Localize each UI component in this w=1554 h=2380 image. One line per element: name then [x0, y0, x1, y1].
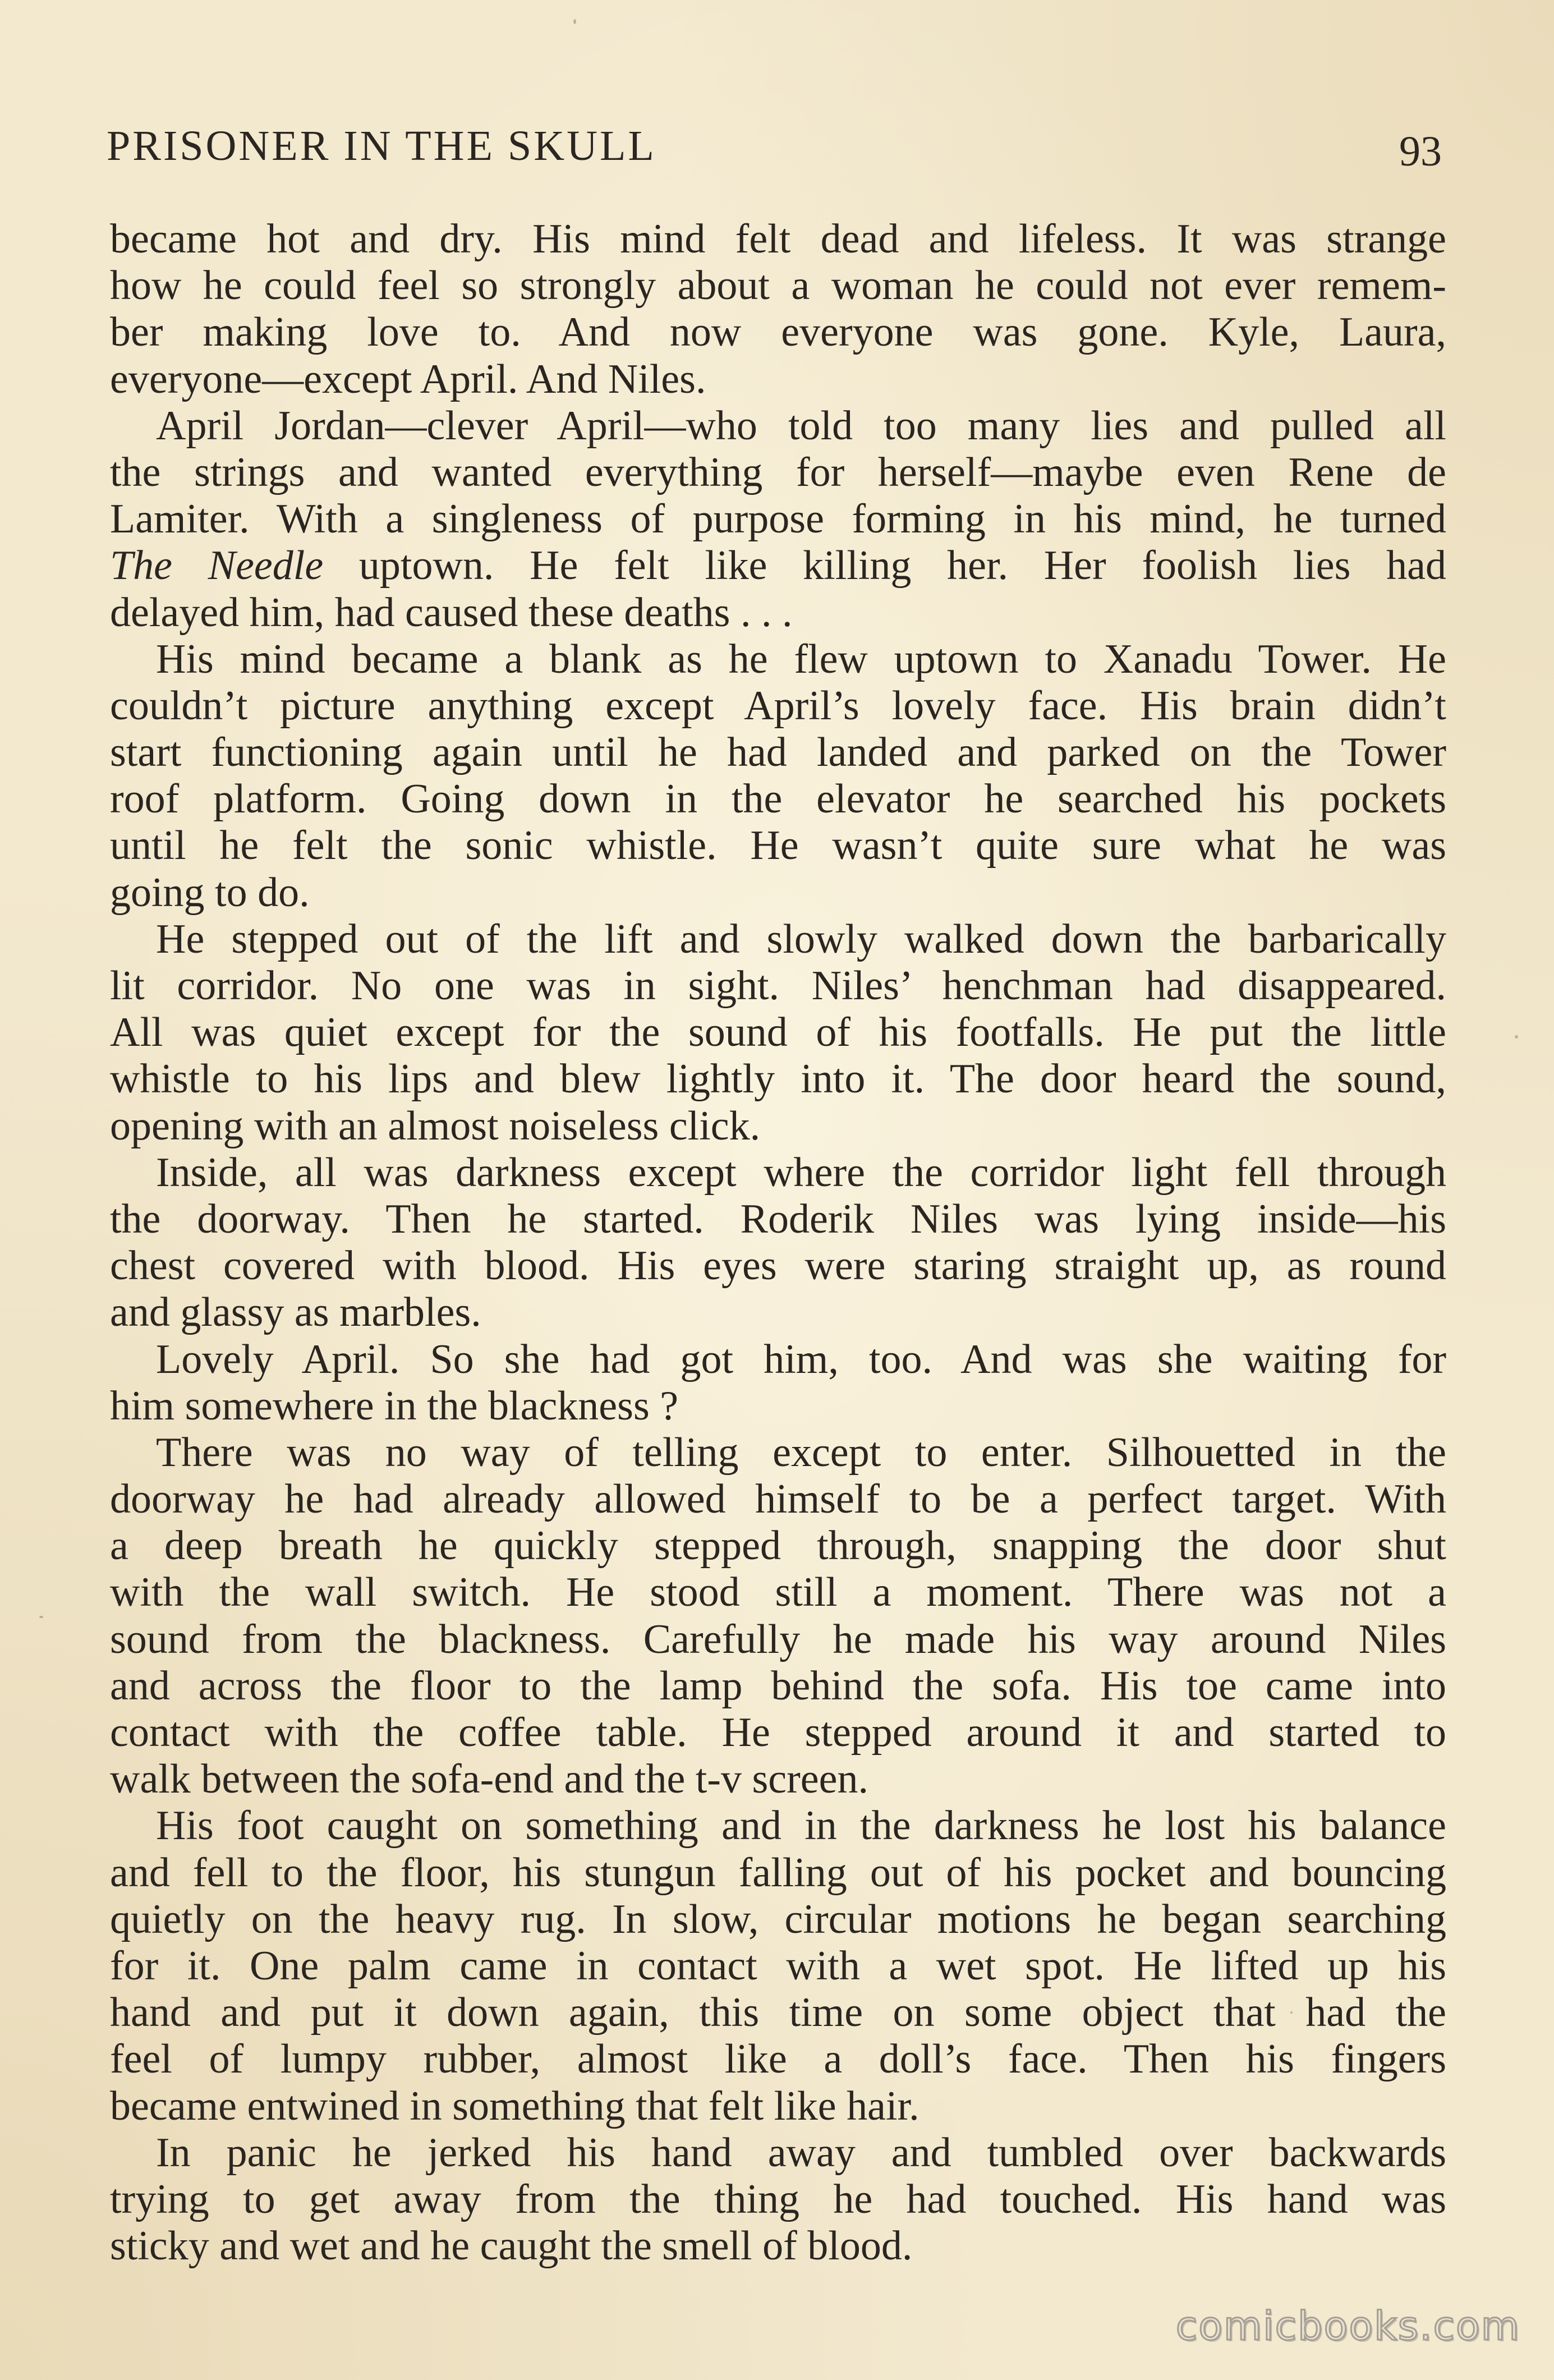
running-title: PRISONER IN THE SKULL [107, 122, 656, 169]
text-line: became hot and dry. His mind felt dead and lifeless. It was strange [110, 216, 1446, 262]
italic-ship-name: The Needle [110, 543, 324, 589]
text-line: him somewhere in the blackness ? [110, 1382, 679, 1429]
text-line: and fell to the floor, his stungun falling out of his pocket and bouncing [110, 1849, 1446, 1896]
paper-speck [39, 1616, 43, 1618]
text-line: the doorway. Then he started. Roderik Niles was lying inside—his [110, 1196, 1446, 1242]
text-line: chest covered with blood. His eyes were staring straight up, as round [110, 1243, 1446, 1289]
text-line: whistle to his lips and blew lightly into it. The door heard the sound, [110, 1056, 1446, 1102]
text-line: roof platform. Going down in the elevator he searched his pockets [110, 776, 1446, 823]
paper-speck [1290, 2011, 1293, 2014]
page-number: 93 [1399, 128, 1442, 175]
paragraph-first-line: Lovely April. So she had got him, too. And was she waiting for [156, 1336, 1446, 1382]
text-line: how he could feel so strongly about a woman he could not ever remem- [110, 263, 1446, 309]
watermark: comicbooks.com [1175, 2303, 1520, 2349]
text-line: sticky and wet and he caught the smell of blood. [110, 2223, 913, 2269]
text-line: walk between the sofa-end and the t-v screen. [110, 1756, 868, 1803]
text-line: and glassy as marbles. [110, 1289, 481, 1336]
text-line: doorway he had already allowed himself to be a perfect target. With [110, 1476, 1446, 1523]
text-line: start functioning again until he had landed and parked on the Tower [110, 729, 1446, 776]
text-line: became entwined in something that felt like hair. [110, 2083, 919, 2129]
text-line: quietly on the heavy rug. In slow, circular motions he began searching [110, 1896, 1446, 1942]
paragraph-first-line: April Jordan—clever April—who told too many lies and pulled all [156, 402, 1446, 449]
paper-speck [573, 19, 576, 24]
text-line: delayed him, had caused these deaths . . . [110, 589, 793, 636]
text-line: until he felt the sonic whistle. He wasn’t quite sure what he was [110, 823, 1446, 869]
paragraph-first-line: He stepped out of the lift and slowly walked down the barbarically [156, 916, 1446, 962]
paragraph-first-line: His mind became a blank as he flew uptown to Xanadu Tower. He [156, 636, 1446, 682]
paragraph-first-line: Inside, all was darkness except where the corridor light fell through [156, 1149, 1446, 1196]
running-head [107, 115, 1442, 177]
text-line: trying to get away from the thing he had touched. His hand was [110, 2176, 1446, 2222]
paragraph-first-line: There was no way of telling except to enter. Silhouetted in the [156, 1429, 1446, 1476]
text-line: feel of lumpy rubber, almost like a doll’s face. Then his fingers [110, 2036, 1446, 2083]
text-line: hand and put it down again, this time on some object that had the [110, 1990, 1446, 2036]
text-line: All was quiet except for the sound of his footfalls. He put the little [110, 1009, 1446, 1056]
text-line: for it. One palm came in contact with a wet spot. He lifted up his [110, 1942, 1446, 1989]
text-line: going to do. [110, 869, 310, 916]
text-line: everyone—except April. And Niles. [110, 356, 706, 402]
text-line: Lamiter. With a singleness of purpose forming in his mind, he turned [110, 496, 1446, 543]
text-line: lit corridor. No one was in sight. Niles’ henchman had disappeared. [110, 963, 1446, 1009]
paper-speck [668, 2247, 670, 2250]
text-line: contact with the coffee table. He stepped around it and started to [110, 1710, 1446, 1756]
text-line: with the wall switch. He stood still a moment. There was not a [110, 1569, 1446, 1616]
text-line: opening with an almost noiseless click. [110, 1102, 761, 1149]
text-line: ber making love to. And now everyone was gone. Kyle, Laura, [110, 309, 1446, 356]
paragraph-first-line: In panic he jerked his hand away and tumbled over backwards [156, 2129, 1446, 2176]
text-line: the strings and wanted everything for herself—maybe even Rene de [110, 449, 1446, 495]
text-line: a deep breath he quickly stepped through, snapping the door shut [110, 1523, 1446, 1569]
paragraph-first-line: His foot caught on something and in the darkness he lost his balance [156, 1803, 1446, 1849]
text-line: and across the floor to the lamp behind the sofa. His toe came into [110, 1662, 1446, 1709]
body-text [110, 216, 1446, 2269]
text-line: couldn’t picture anything except April’s lovely face. His brain didn’t [110, 682, 1446, 729]
text-line-with-italic: The Needle uptown. He felt like killing her. Her foolish lies had [110, 543, 1446, 589]
paper-speck [1515, 1035, 1518, 1039]
text-line: sound from the blackness. Carefully he made his way around Niles [110, 1616, 1446, 1662]
